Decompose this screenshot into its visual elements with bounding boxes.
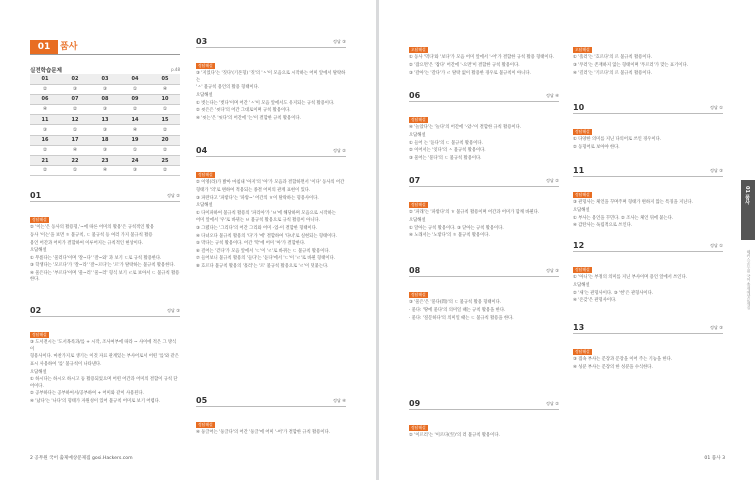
answer-key-heading: 실전학습문제 [30,68,62,74]
explanation-line: ⑤ 막다는 규칙 활용이다. 어간 '막'에 어미 '아'가 결합한다. [196,241,306,247]
explanation-line: ④ '길러'는 '기르다'의 르 불규칙 활용이다. [573,70,653,76]
answer-choice: ② [150,145,180,155]
explanation-tag: 오답해설 [411,47,426,52]
question-number: 09 [120,94,150,104]
item-answer-label: 정답 ④ [332,398,346,403]
page-footer-left: 2 공무원 국어 출제예상문제집 gosi.Hackers.com [30,456,133,461]
item-answer-label: 정답 ③ [709,325,723,330]
explanation-line: ① 다이파하여 불규칙 활용의 '파리아'가 'ㅂ'에 해당하며 모음으로 시작하는 [196,210,336,216]
item-answer-label: 정답 ② [332,148,346,153]
explanation-line: · 묻다: '땅에 묻다'의 의미일 때는 규칙 활용을 한다. [409,307,506,313]
explanation-line: 'ㅅ' 불규칙 용언의 활용 형태이다. [196,85,260,91]
item-header [196,395,346,407]
question-number: 18 [90,135,120,145]
right-page [379,0,755,480]
question-number: 21 [30,156,60,166]
question-number: 10 [150,94,180,104]
explanation-line: ① 다양한 의미를 지닌 다의어로 쓰인 경우이다. [573,137,662,143]
question-number: 07 [60,94,90,104]
answer-choice: ③ [60,84,90,94]
explanation-line: ③ '갈아'는 '갈다'가 ㄹ 탈락 없이 활용한 경우로 불규칙이 아니다. [409,70,531,76]
question-number: 11 [30,115,60,125]
item-answer-label: 정답 ③ [332,39,346,44]
answer-choice: ④ [60,145,90,155]
explanation-line: 오답해설 [196,203,213,209]
explanation-line: ③ 그렸다는 '그리다'의 어간 그리와 어미 -었-이 결합한 형태이다. [196,225,318,231]
explanation-line: ① 들어 는 '듣다'의 ㄷ 불규칙 활용이다. [409,140,483,146]
explanation-tag: 정답해설 [411,202,426,207]
item-header [573,322,723,334]
explanation-line: ⑦ 들어보니 불규칙 활용의 '들다'는 '듣다'에서 'ㄷ'이 'ㄹ'로 바뀐 형태이다. [196,256,336,262]
explanation-tag: 정답해설 [411,425,426,430]
answer-choice: ② [120,105,150,115]
side-running-title: 해커스공무원 국어 출제예상문제집 [747,250,752,310]
answer-item-01 [30,190,180,285]
question-number: 12 [60,115,90,125]
answer-choice: ② [150,125,180,135]
answer-key-table [30,74,180,176]
item-header [573,240,723,252]
answer-choice: ② [30,145,60,155]
answer-choice: ③ [90,84,120,94]
answer-item-08 [409,265,559,323]
item-number: 04 [196,146,208,155]
explanation-line: ④ 둥글어는 '둥글다'의 어간 '둥글'에 어미 '-어'가 결합한 규칙 활용이다. [196,430,331,436]
explanation-line: ③ 접속 부사는 문장과 문장을 이어 주는 기능을 한다. [573,357,673,363]
explanation-line: 어미 앞에서 '우'로 바뀌는 ㅂ 불규칙 활용으로 규칙 활용이 아니다. [196,218,320,224]
explanation-line: ② '이는'은 동사의 활용형,'~에 따른 어미의 활용'은 규칙적인 활용 [30,225,155,231]
question-number: 13 [90,115,120,125]
item-answer-label: 정답 ③ [545,268,559,273]
answer-choice: ① [60,166,90,176]
answer-choice: ④ [120,125,150,135]
section-title: 품사 [60,42,78,52]
item-header [409,175,559,187]
answer-item-09 [409,398,559,441]
answer-choice: ③ [30,125,60,135]
question-number: 08 [90,94,120,104]
question-number: 16 [30,135,60,145]
explanation-line: ② 씻은은 '씻다'의 어간 그대로이며 규칙 활용이다. [196,108,291,114]
explanation-line: ④ 노래서는 '노랗다'의 ㅎ 불규칙 활용이다. [409,233,490,239]
explanation-line: 용언 어간과 어미가 결합하여 이루어지는 규칙적인 현상이다. [30,240,144,246]
question-number: 05 [150,74,180,84]
answer-item-13 [573,322,723,373]
section-number: 01 [30,40,58,54]
question-number: 17 [60,135,90,145]
answer-item-11 [573,165,723,231]
explanation-line: ③ '지었다'는 '짓다'(기본형) '짓'의 'ㅅ'이 모음으로 시작하는 어미 앞에서 탈락하는 [196,71,346,83]
explanation-tag: 정답해설 [32,217,47,222]
answer-choice: ① [150,105,180,115]
explanation-line: ② 이영(라)가 밝아 마침내 '아지'의 '아'가 모음과 결합하면서 '이다' 동사의 어간 [196,180,345,186]
explanation-line: ④ '놀았다'는 '놀다'의 어간에 '-았-'이 결합한 규칙 활용이다. [409,125,522,131]
explanation-tag: 정답해설 [575,267,590,272]
item-number: 11 [573,166,585,175]
answer-choice: ② [30,84,60,94]
answer-choice: ③ [90,125,120,135]
explanation-line: ④ 감탄사는 독립적으로 쓰인다. [573,223,633,229]
item-answer-label: 정답 ② [545,401,559,406]
explanation-line: 오답해설 [30,369,47,375]
item-number: 02 [30,306,42,315]
question-number: 14 [120,115,150,125]
question-number: 20 [150,135,180,145]
answer-item-07 [409,175,559,241]
explanation-line: ① 동사 '먹다'와 '보다'가 모음 어미 앞에서 '-어'가 결합한 규칙 활용 형태이다. [409,55,555,61]
explanation-line: 동사 '이는'을 보면 ㅎ 불규칙, ㄷ 불규칙 등 여러 가지 불규칙 활용 [30,232,153,238]
explanation-tag: 오답해설 [575,47,590,52]
question-number: 19 [120,135,150,145]
item-number: 06 [409,91,421,100]
answer-choice: ③ [90,145,120,155]
answer-item-05 [196,395,346,438]
item-answer-label: 정답 ② [545,178,559,183]
explanation-line: 오답해설 [573,207,590,213]
answer-item-05-cont [409,36,559,78]
explanation-line: ② 공부하다는 공부하여서/공부하여 + 어미와 같이 사용된다. [30,391,144,397]
explanation-tag: 정답해설 [32,332,47,337]
answer-item-03 [196,36,346,123]
item-header [196,36,346,48]
item-answer-label: 정답 ④ [545,93,559,98]
item-header [409,398,559,410]
answer-choice: ③ [90,105,120,115]
question-number: 02 [60,74,90,84]
question-number: 22 [60,156,90,166]
item-number: 13 [573,323,585,332]
explanation-tag: 정답해설 [411,292,426,297]
explanation-line: 오답해설 [573,282,590,288]
explanation-line: ③ 학생다는 '모르다'가 '잘~라' '잘~르다'는 '르'가 탈락하는 불규칙 활용한다. [30,263,175,269]
explanation-line: ① 무릎다는 '물러다'이며 '잘~다' '잘~와' 과 보기 ㄷ로 규칙 활용한다. [30,255,162,261]
explanation-line: ② '이르러'는 '이르다(至)'의 러 불규칙 활용이다. [409,433,500,439]
explanation-line: ② '새'는 관형사이다. ③ '헌'은 관형사이다. [573,290,654,296]
question-number: 01 [30,74,60,84]
chapter-side-tab[interactable]: 01 품사 [741,180,755,240]
item-number: 01 [30,191,42,200]
item-header [196,145,346,157]
explanation-line: 형용사이다. 마찬가지로 생기는 이것 자료 관계있는 부사어로서 어떤 '를'와 같은 [30,354,179,360]
explanation-line: 표시 사용하여 '를' 불규칙이 나타낸다. [30,361,102,367]
explanation-line: ③ 관형사는 체언을 꾸며주며 형태가 변하지 않는 특징을 지닌다. [573,200,693,206]
explanation-line: ② '잡으면'은 '잡다' 어간에 '-으면'이 결합한 규칙 활용이다. [409,62,520,68]
question-number: 25 [150,156,180,166]
explanation-line: ④ '났다'는 '나다'의 형태가 자원성이 있어 불규칙 어미로 보기 어렵다. [30,398,161,404]
question-number: 06 [30,94,60,104]
explanation-line: ⑥ 걸어는 '걷다'가 모음 앞에서 'ㄷ'이 'ㄹ'로 바뀌는 ㄷ 불규칙 활용이다. [196,248,330,254]
item-header [409,90,559,102]
item-answer-label: 정답 ① [709,105,723,110]
explanation-tag: 정답해설 [411,117,426,122]
item-number: 10 [573,103,585,112]
explanation-line: ⑧ 흐르다 불규칙 활용의 '흘러'는 '르' 불규칙 활용으로 'ㄹ'이 덧붙는다. [196,263,329,269]
explanation-tag: 정답해설 [575,349,590,354]
page-footer-right: 01 품사 3 [704,456,725,461]
explanation-line: ① '아니'는 부정의 의미를 지닌 부사이며 용언 앞에서 쓰인다. [573,275,687,281]
item-header [409,265,559,277]
explanation-line: 오답해설 [409,217,426,223]
answer-choice: ① [120,84,150,94]
explanation-line: ② '파래'는 '파랗다'의 ㅎ 불규칙 활용이며 어간과 어미가 함께 바뀐다. [409,210,540,216]
item-header [573,102,723,114]
answer-choice: ① [120,145,150,155]
item-number: 09 [409,399,421,408]
explanation-line: 오답해설 [30,248,47,254]
question-number: 23 [90,156,120,166]
answer-item-09-cont [573,36,723,78]
explanation-line: ① '흘러'는 '흐르다'의 르 불규칙 활용이다. [573,55,653,61]
explanation-line: ③ '푸러'는 존재하지 않는 형태이며 '푸르러'가 맞는 표기이다. [573,62,688,68]
explanation-line: ④ 물은다는 '부르다'이며 '물~러' '물~러' 형식 보기 ㄹ로 보아서 ㄷ 불규칙 활용한다. [30,270,180,283]
explanation-line: 오답해설 [196,92,213,98]
explanation-tag: 정답해설 [575,129,590,134]
item-answer-label: 정답 ③ [709,168,723,173]
item-answer-label: 정답 ③ [166,308,180,313]
answer-choice: ① [60,125,90,135]
answer-item-02 [30,305,180,406]
question-number: 03 [90,74,120,84]
explanation-line: ③ 도서전시는 '도서목록과/를 + 시작, 조사여부에 따라 ~ 사이에 적은 그 방식이 [30,340,177,352]
explanation-line: ④ '온갖'은 관형사이다. [573,298,617,304]
explanation-line: 오답해설 [409,132,426,138]
explanation-tag: 정답해설 [198,422,213,427]
explanation-line: ④ 다녀오다 불규칙 활용의 '다'가 '에' 결합하여 '다녀'로 실현되는 형태이다. [196,233,337,239]
item-answer-label: 정답 ① [709,243,723,248]
answer-choice: ④ [90,166,120,176]
item-header [30,305,180,317]
item-number: 03 [196,37,208,46]
item-answer-label: 정답 ② [166,193,180,198]
question-number: 15 [150,115,180,125]
left-page [0,0,376,480]
explanation-tag: 정답해설 [198,63,213,68]
item-number: 12 [573,241,585,250]
answer-choice: ② [60,105,90,115]
explanation-line: ③ '물은'은 '묻다(問)'의 ㄷ 불규칙 활용 형태이다. [409,300,502,306]
explanation-line: ① 벗는다는 '벗다'이며 어간 'ㅅ'이 모음 앞에서도 유지되는 규칙 활용이다. [196,100,335,106]
explanation-tag: 정답해설 [198,172,213,177]
section-header [30,40,180,54]
question-number: 24 [120,156,150,166]
answer-choice: ② [150,166,180,176]
item-header [573,165,723,177]
answer-choice: ④ [30,105,60,115]
explanation-line: · 묻다: '질문하다'의 의미일 때는 ㄷ 불규칙 활용을 한다. [409,315,514,321]
item-number: 07 [409,176,421,185]
explanation-line: ① 부사는 용언을 꾸민다. ② 조사는 체언 뒤에 붙는다. [573,215,674,221]
answer-choice: ③ [120,166,150,176]
answer-item-10 [573,102,723,153]
answer-item-06 [409,90,559,163]
explanation-line: ③ 물어는 '묻다'의 ㄷ 불규칙 활용이다. [409,155,482,161]
explanation-line: ① 하시다는 하시오 하시고 등 활용되었으며 어떤 어간과 어미의 결합이 규칙 단어이다. [30,377,178,389]
answer-item-04 [196,145,346,272]
question-number: 04 [120,74,150,84]
answer-key-page-ref: p.48 [171,67,180,72]
divider [30,54,180,55]
explanation-line: ④ '씻는'은 '씻다'의 어간에 '는'이 결합한 규칙 활용이다. [196,115,301,121]
explanation-tag: 정답해설 [575,192,590,197]
item-number: 08 [409,266,421,275]
item-number: 05 [196,396,208,405]
explanation-line: 형태가 '의'로 변하여 적용되는 종결 어미의 관계 표현이 있다. [196,187,311,193]
explanation-line: ② 이어서는 '잇다'의 ㅅ 불규칙 활용이다. [409,148,486,154]
answer-choice: ② [30,166,60,176]
explanation-line: ② 동형어로 보아야 한다. [573,144,620,150]
answer-choice: ④ [150,84,180,94]
answer-item-12 [573,240,723,306]
explanation-line: ③ 파란다고 '파랗다'는 '파랗~' 어간의 ㅎ이 탈락하는 형용사이다. [196,195,319,201]
explanation-line: ④ 성분 부사는 문장의 한 성분을 수식한다. [573,364,653,370]
explanation-line: ① 달아는 규칙 활용이다. ③ 닫아는 규칙 활용이다. [409,225,504,231]
item-header [30,190,180,202]
